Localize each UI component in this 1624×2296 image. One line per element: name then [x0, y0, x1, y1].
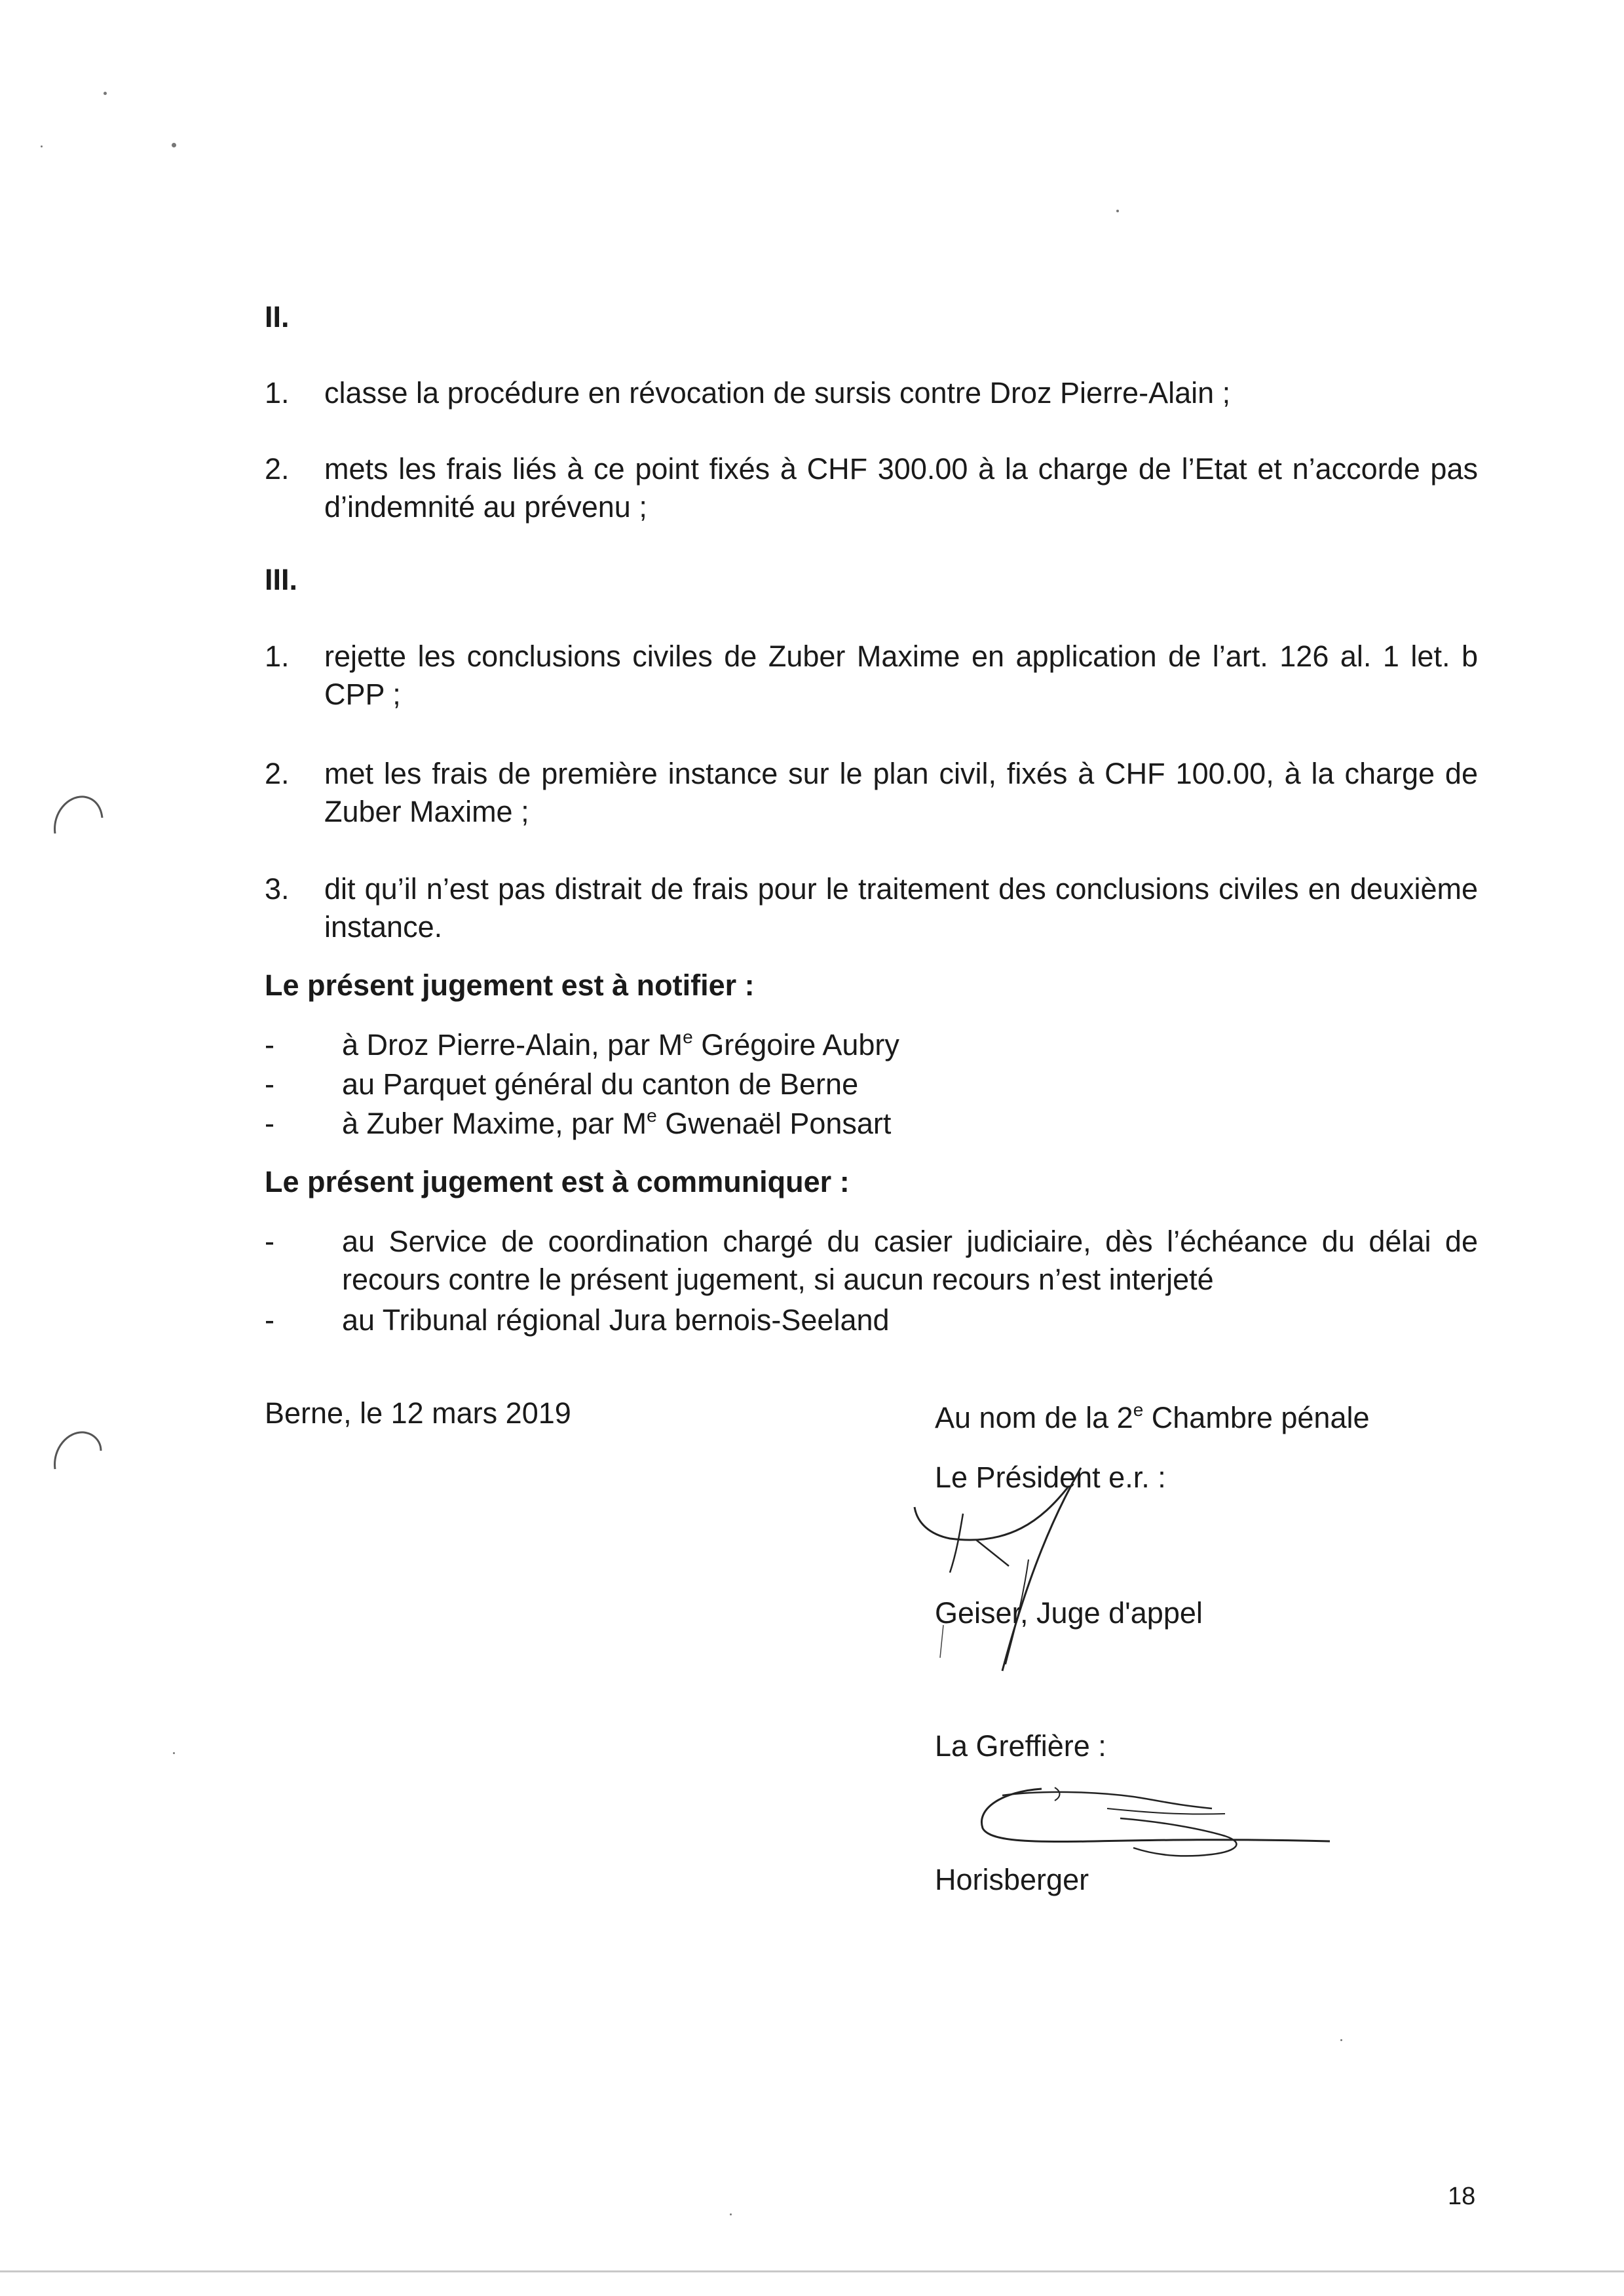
text-part: Grégoire Aubry [692, 1028, 899, 1062]
scan-speck [41, 145, 43, 147]
list-dash: - [265, 1028, 274, 1062]
text-part: Chambre pénale [1143, 1401, 1370, 1434]
notifier-heading: Le présent jugement est à notifier : [265, 968, 755, 1002]
scan-speck [104, 92, 107, 95]
item-text: dit qu’il n’est pas distrait de frais pour le traitement des conclusions civiles en deuxième instance. [324, 872, 1478, 944]
list-item-text [342, 1105, 1478, 1143]
list-item-text: au Service de coordination chargé du casier judiciaire, dès l’échéance du délai de recours contre le présent jugement, si aucun recours n’est interjeté [342, 1225, 1478, 1296]
list-dash: - [265, 1067, 274, 1101]
clerk-label: La Greffière : [935, 1729, 1106, 1763]
chamber-line [935, 1399, 1370, 1437]
item-text: classe la procédure en révocation de sursis contre Droz Pierre-Alain ; [324, 376, 1231, 410]
item-number: 1. [265, 376, 290, 410]
section-iii-heading: III. [265, 563, 298, 596]
text-part: Au nom de la 2 [935, 1401, 1133, 1434]
scan-speck [1340, 2039, 1342, 2041]
superscript: e [683, 1027, 693, 1047]
president-name: Geiser, Juge d'appel [935, 1596, 1203, 1630]
clerk-name: Horisberger [935, 1863, 1089, 1896]
place-date: Berne, le 12 mars 2019 [265, 1396, 571, 1430]
text-part: à Droz Pierre-Alain, par M [342, 1028, 683, 1062]
item-number: 2. [265, 452, 290, 486]
item-text: mets les frais liés à ce point fixés à CHF 300.00 à la charge de l’Etat et n’accorde pas d’indemnité au prévenu ; [324, 452, 1478, 524]
list-dash: - [265, 1225, 274, 1258]
scan-speck [730, 2213, 732, 2215]
item-text: rejette les conclusions civiles de Zuber Maxime en application de l’art. 126 al. 1 let. b CPP ; [324, 640, 1478, 711]
list-item-text [342, 1026, 1478, 1064]
president-label: Le Président e.r. : [935, 1461, 1166, 1494]
president-signature [904, 1461, 1120, 1677]
item-text: met les frais de première instance sur le plan civil, fixés à CHF 100.00, à la charge de Zuber Maxime ; [324, 757, 1478, 828]
page-edge-rule [0, 2270, 1624, 2272]
item-number: 2. [265, 757, 290, 790]
list-dash: - [265, 1107, 274, 1140]
scan-speck [173, 1752, 175, 1754]
scan-speck [172, 143, 176, 147]
communiquer-heading: Le présent jugement est à communiquer : [265, 1165, 850, 1198]
page-number: 18 [1448, 2183, 1476, 2210]
punch-hole-mark [48, 1422, 107, 1474]
scan-speck [1116, 210, 1119, 212]
list-dash: - [265, 1303, 274, 1337]
text-part: à Zuber Maxime, par M [342, 1107, 647, 1140]
punch-hole-mark [48, 786, 107, 839]
list-item-text: au Parquet général du canton de Berne [342, 1067, 859, 1101]
list-item-text: au Tribunal régional Jura bernois-Seeland [342, 1303, 890, 1337]
text-part: Gwenaël Ponsart [656, 1107, 892, 1140]
item-number: 3. [265, 872, 290, 906]
superscript: e [1133, 1400, 1144, 1420]
section-ii-heading: II. [265, 300, 290, 334]
item-number: 1. [265, 640, 290, 673]
superscript: e [647, 1105, 657, 1126]
